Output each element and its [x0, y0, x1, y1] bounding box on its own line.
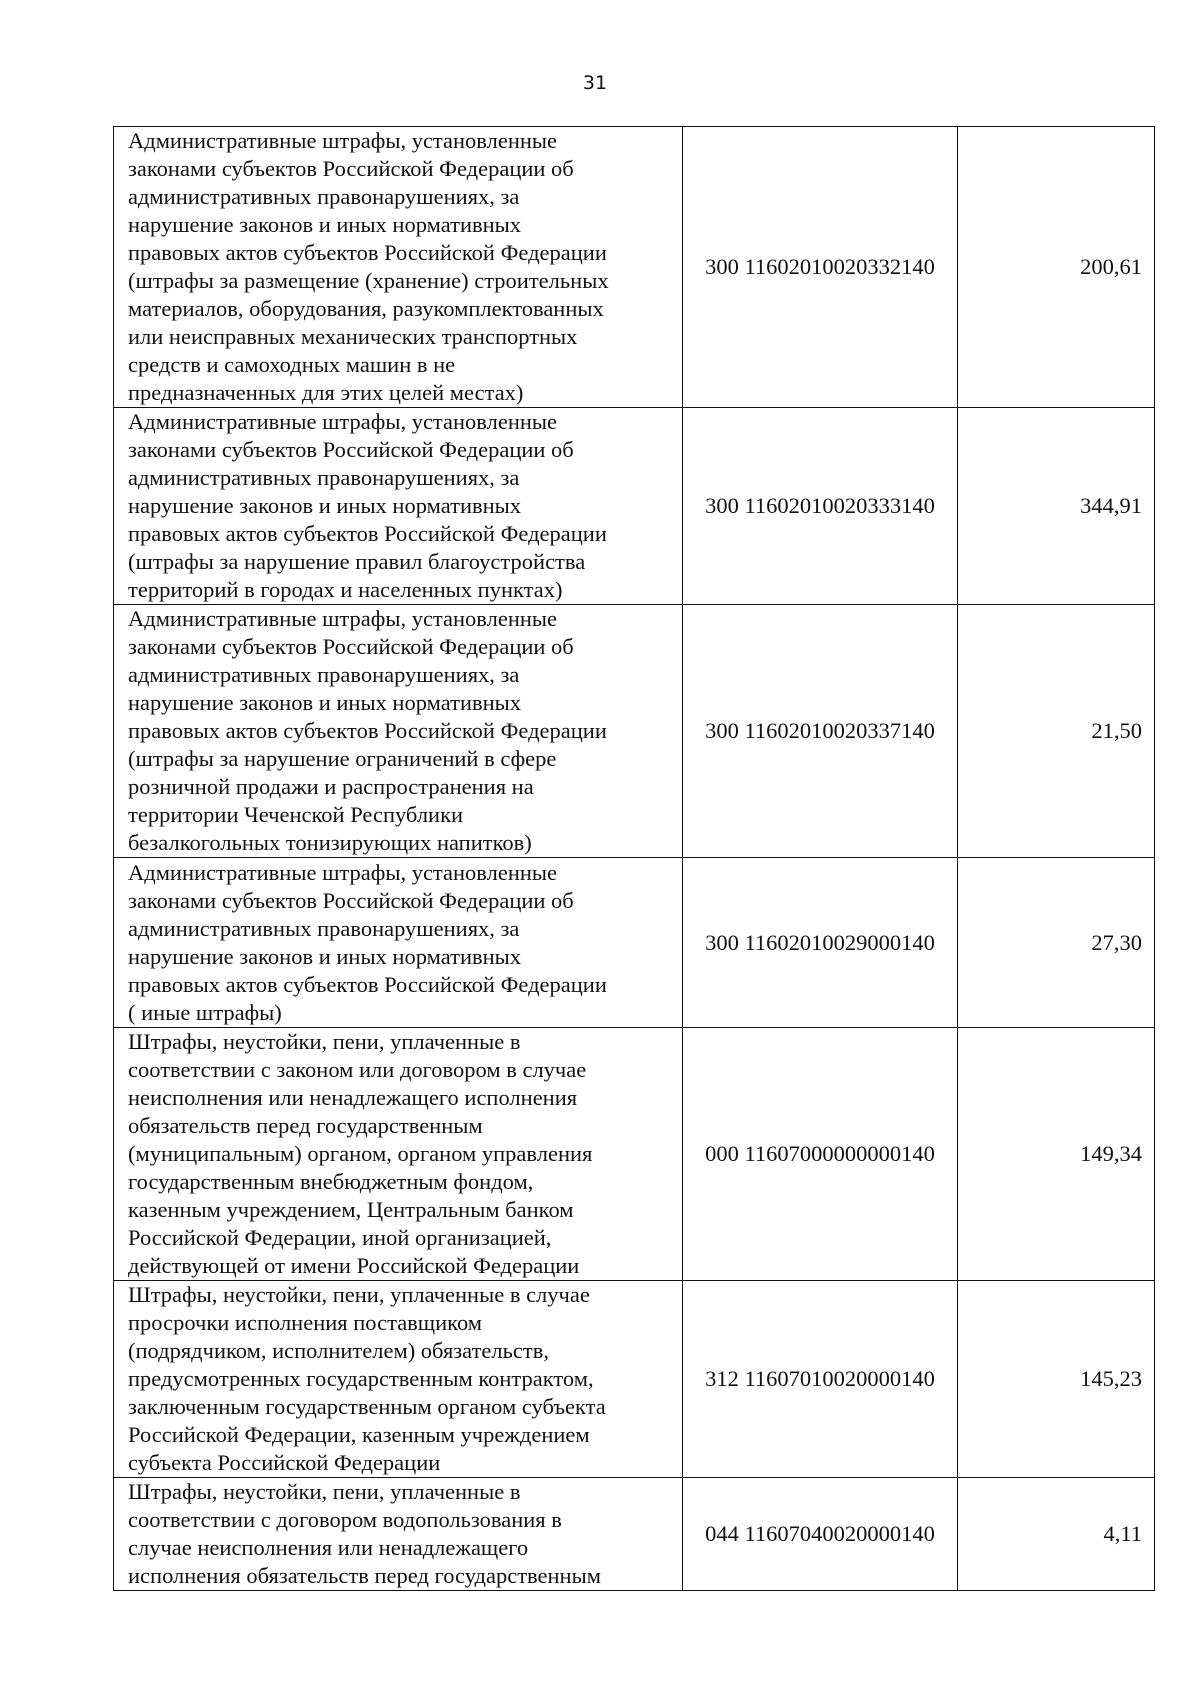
row-code: 300 11602010020332140: [683, 127, 958, 408]
table-row: [114, 408, 1155, 605]
row-description: Административные штрафы, установленные законами субъектов Российской Федерации об административных правонарушениях, за нарушение законов и иных нормативных правовых актов субъектов Российской Федерации (штрафы за размещение (хранение) строительных материалов, оборудования, разукомплектованных или неисправных механических транспортных средств и самоходных машин в не предназначенных для этих целей местах): [114, 127, 683, 408]
row-description: Штрафы, неустойки, пени, уплаченные в случае просрочки исполнения поставщиком (подрядчиком, исполнителем) обязательств, предусмотренных государственным контрактом, заключенным государственным органом субъекта Российской Федерации, казенным учреждением субъекта Российской Федерации: [114, 1281, 683, 1478]
revenue-table: [113, 126, 1155, 1591]
row-code: 300 11602010020333140: [683, 408, 958, 605]
row-amount: 145,23: [958, 1281, 1155, 1478]
row-code: 000 11607000000000140: [683, 1028, 958, 1281]
table-row: [114, 1281, 1155, 1478]
row-amount: 149,34: [958, 1028, 1155, 1281]
row-description: Административные штрафы, установленные законами субъектов Российской Федерации об административных правонарушениях, за нарушение законов и иных нормативных правовых актов субъектов Российской Федерации (штрафы за нарушение ограничений в сфере розничной продажи и распространения на территории Чеченской Республики безалкогольных тонизирующих напитков): [114, 605, 683, 858]
row-amount: 4,11: [958, 1478, 1155, 1591]
table-row: [114, 127, 1155, 408]
page-number: 31: [582, 72, 608, 94]
table-row: [114, 1028, 1155, 1281]
row-amount: 200,61: [958, 127, 1155, 408]
row-amount: 27,30: [958, 858, 1155, 1028]
table-row: [114, 858, 1155, 1028]
row-description: Административные штрафы, установленные законами субъектов Российской Федерации об административных правонарушениях, за нарушение законов и иных нормативных правовых актов субъектов Российской Федерации (штрафы за нарушение правил благоустройства территорий в городах и населенных пунктах): [114, 408, 683, 605]
table-row: [114, 605, 1155, 858]
row-code: 044 11607040020000140: [683, 1478, 958, 1591]
row-code: 312 11607010020000140: [683, 1281, 958, 1478]
row-code: 300 11602010020337140: [683, 605, 958, 858]
row-amount: 344,91: [958, 408, 1155, 605]
row-description: Административные штрафы, установленные законами субъектов Российской Федерации об административных правонарушениях, за нарушение законов и иных нормативных правовых актов субъектов Российской Федерации ( иные штрафы): [114, 858, 683, 1028]
row-description: Штрафы, неустойки, пени, уплаченные в соответствии с договором водопользования в случае неисполнения или ненадлежащего исполнения обязательств перед государственным: [114, 1478, 683, 1591]
row-code: 300 11602010029000140: [683, 858, 958, 1028]
table-row: [114, 1478, 1155, 1591]
row-description: Штрафы, неустойки, пени, уплаченные в соответствии с законом или договором в случае неисполнения или ненадлежащего исполнения обязательств перед государственным (муниципальным) органом, органом управления государственным внебюджетным фондом, казенным учреждением, Центральным банком Российской Федерации, иной организацией, действующей от имени Российской Федерации: [114, 1028, 683, 1281]
row-amount: 21,50: [958, 605, 1155, 858]
